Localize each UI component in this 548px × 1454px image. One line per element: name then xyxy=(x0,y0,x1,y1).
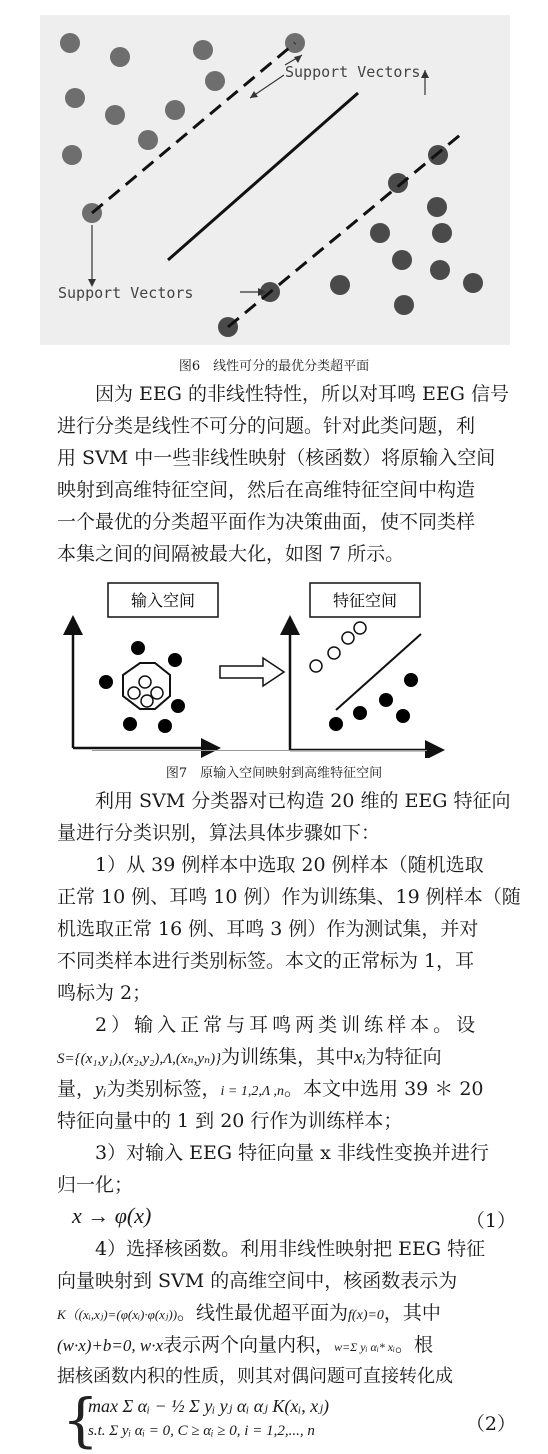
point xyxy=(404,673,418,687)
paragraph-1 xyxy=(57,378,517,570)
feature-solid-points xyxy=(329,673,418,731)
paragraph-line: 量进行分类识别，算法具体步骤如下： xyxy=(57,822,381,844)
point xyxy=(328,647,340,659)
class-b-points xyxy=(218,145,483,337)
step-4-line: 据核函数内积的性质，则其对偶问题可直接转化成 xyxy=(57,1366,453,1387)
figure-7-svg xyxy=(58,578,498,758)
figure-6-svg xyxy=(40,15,510,345)
text: ，其中 xyxy=(383,1302,441,1324)
point xyxy=(354,622,366,634)
point xyxy=(131,641,145,655)
point xyxy=(310,660,322,672)
point xyxy=(60,33,80,53)
upper-margin-line xyxy=(92,43,295,213)
point xyxy=(105,105,125,125)
paragraph-line: 一个最优的分类超平面作为决策曲面，使不同类样 xyxy=(57,511,476,533)
text: 。本文中选用 39 ＊ 20 xyxy=(284,1078,484,1100)
point xyxy=(394,295,414,315)
step-1-line: 机选取正常 16 例、耳鸣 3 例）作为测试集，并对 xyxy=(57,918,479,940)
figure-7-caption: 图7 原输入空间映射到高维特征空间 xyxy=(165,766,383,781)
step-1-line: 不同类样本进行类别标签。本文的正常标为 1，耳 xyxy=(57,950,475,972)
step-2-line: 2）输入正常与耳鸣两类训练样本。设 xyxy=(95,1014,480,1036)
feature-hollow-points xyxy=(310,622,366,672)
point xyxy=(432,223,452,243)
text: 为特征向 xyxy=(365,1046,442,1068)
text: 为类别标签， xyxy=(106,1078,221,1100)
hyperplane-formula: f(x)=0 xyxy=(348,1308,384,1323)
text: 。根 xyxy=(394,1334,433,1356)
step-4 xyxy=(57,1233,517,1393)
support-vectors-label-bottom: Support Vectors xyxy=(58,284,194,302)
step-2 xyxy=(57,1009,517,1137)
arrow-heads xyxy=(88,55,429,296)
feature-space-label: 特征空间 xyxy=(332,591,398,610)
figure-6-caption: 图6 线性可分的最优分类超平面 xyxy=(178,359,370,374)
paragraph-line: 本集之间的间隔被最大化，如图 7 所示。 xyxy=(57,543,405,565)
step-1-line: 鸣标为 2； xyxy=(57,982,152,1004)
point xyxy=(62,145,82,165)
text: 。线性最优超平面为 xyxy=(177,1302,349,1324)
training-set-formula: S={(x₁,y₁),(x₂,y₂),Λ,(xₙ,yₙ)} xyxy=(57,1051,222,1067)
lower-margin-line xyxy=(228,135,460,327)
point xyxy=(430,260,450,280)
point xyxy=(123,717,137,731)
step-2-line: 特征向量中的 1 到 20 行作为训练样本； xyxy=(57,1110,403,1132)
input-hollow-points xyxy=(128,676,163,707)
equation-1-number: （1） xyxy=(465,1210,516,1232)
point xyxy=(99,675,113,689)
step-4-line: 向量映射到 SVM 的高维空间中，核函数表示为 xyxy=(57,1270,458,1292)
equation-2-max-line: max Σ αᵢ − ½ Σ yᵢ yⱼ αᵢ αⱼ K(xᵢ, xⱼ) xyxy=(88,1396,329,1416)
point xyxy=(427,197,447,217)
point xyxy=(168,653,182,667)
point xyxy=(388,173,408,193)
input-space-label: 输入空间 xyxy=(130,591,196,610)
paragraph-line: 进行分类是线性不可分的问题。针对此类问题，利 xyxy=(57,415,476,437)
point xyxy=(151,687,163,699)
text: 表示两个向量内积， xyxy=(163,1334,335,1356)
figure-7 xyxy=(58,578,498,758)
point xyxy=(329,717,343,731)
paragraph-2 xyxy=(57,785,521,1009)
point xyxy=(193,40,213,60)
point xyxy=(370,223,390,243)
point xyxy=(205,71,225,91)
w-formula: w=Σ yᵢ αᵢ* xᵢ xyxy=(334,1340,395,1354)
point xyxy=(110,47,130,67)
step-1-line: 1）从 39 例样本中选取 20 例样本（随机选取 xyxy=(95,854,484,876)
text: 量， xyxy=(57,1078,96,1100)
step-2-line xyxy=(57,1041,517,1073)
point xyxy=(396,709,410,723)
text: 为训练集，其中 xyxy=(221,1046,355,1068)
paragraph-line: 因为 EEG 的非线性特性，所以对耳鸣 EEG 信号 xyxy=(95,383,509,405)
point xyxy=(379,693,393,707)
point xyxy=(158,719,172,733)
equation-2-brace: { xyxy=(62,1386,99,1454)
paragraph-line: 映射到高维特征空间，然后在高维特征空间中构造 xyxy=(57,479,476,501)
step-4-line xyxy=(57,1297,517,1329)
point xyxy=(138,130,158,150)
yi-symbol: yᵢ xyxy=(95,1079,107,1100)
step-3-line: 3）对输入 EEG 特征向量 x 非线性变换并进行 xyxy=(95,1142,489,1164)
step-3-line: 归一化； xyxy=(57,1174,134,1196)
class-a-points xyxy=(60,33,305,223)
annotation-arrows xyxy=(92,55,425,292)
mapping-arrow xyxy=(220,658,284,686)
point xyxy=(65,88,85,108)
point xyxy=(330,275,350,295)
point xyxy=(463,273,483,293)
point xyxy=(353,706,367,720)
point xyxy=(392,250,412,270)
support-vectors-label-top: Support Vectors xyxy=(285,63,421,81)
equation-2-number: （2） xyxy=(465,1413,516,1435)
separating-line xyxy=(336,634,421,710)
figure-6 xyxy=(40,15,510,345)
point xyxy=(139,676,151,688)
point xyxy=(342,632,354,644)
step-1-line: 正常 10 例、耳鸣 10 例）作为训练集、19 例样本（随 xyxy=(57,886,521,908)
index-range: i = 1,2,Λ ,n xyxy=(220,1084,285,1099)
equation-1: x → φ(x) xyxy=(72,1203,152,1228)
equation-2-constraint-line: s.t. Σ yᵢ αᵢ = 0, C ≥ αᵢ ≥ 0, i = 1,2,..., n xyxy=(88,1423,315,1439)
inner-product-formula: (w·x)+b=0, w·x xyxy=(57,1336,164,1355)
step-4-line: 4）选择核函数。利用非线性映射把 EEG 特征 xyxy=(95,1238,486,1260)
paragraph-line: 利用 SVM 分类器对已构造 20 维的 EEG 特征向 xyxy=(95,790,511,812)
step-2-line xyxy=(57,1073,517,1105)
figure-7-rule xyxy=(92,750,427,751)
point xyxy=(128,687,140,699)
point xyxy=(141,695,153,707)
step-4-line xyxy=(57,1329,517,1361)
point xyxy=(171,699,185,713)
point xyxy=(165,100,185,120)
kernel-formula: K（(xᵢ,xⱼ)=(φ(xᵢ)·φ(xⱼ)) xyxy=(57,1307,178,1322)
paragraph-line: 用 SVM 中一些非线性映射（核函数）将原输入空间 xyxy=(57,447,496,469)
xi-symbol: xᵢ xyxy=(354,1047,366,1068)
hyperplane-line xyxy=(168,93,358,260)
step-3 xyxy=(57,1137,517,1201)
